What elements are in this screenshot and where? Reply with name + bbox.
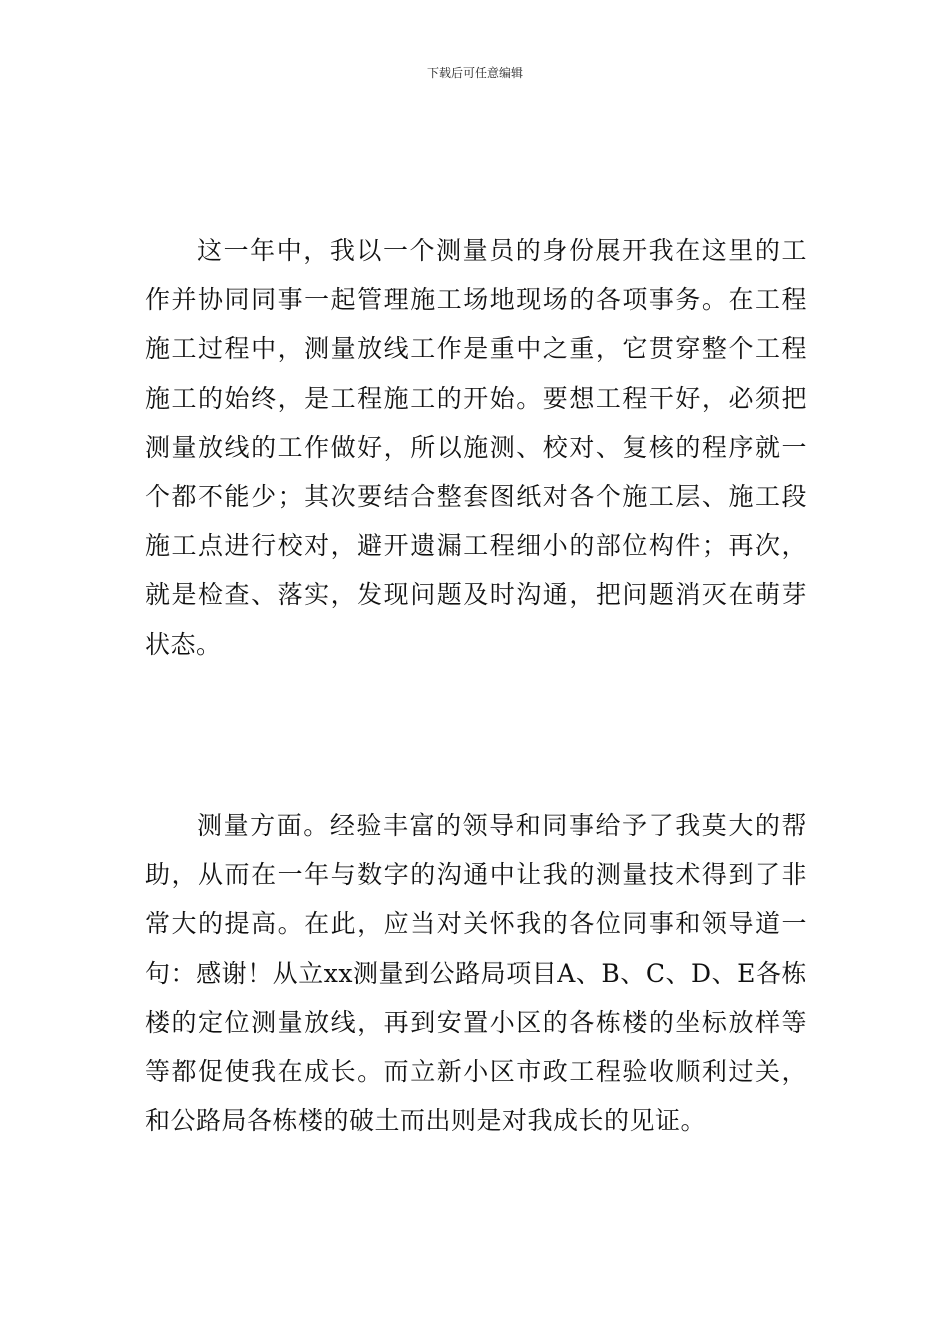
page-header: 下载后可任意编辑 xyxy=(426,66,523,80)
paragraph-work-summary: 这一年中，我以一个测量员的身份展开我在这里的工作并协同同事一起管理施工场地现场的各项事务。在工程施工过程中，测量放线工作是重中之重，它贯穿整个工程施工的始终，是工程施工的开始。要想工程干好，必须把测量放线的工作做好，所以施测、校对、复核的程序就一个都不能少；其次要结合整套图纸对各个施工层、施工段施工点进行校对，避开遗漏工程细小的部位构件；再次，就是检查、落实，发现问题及时沟通，把问题消灭在萌芽状态。 xyxy=(145,236,807,659)
paragraph-measurement: 测量方面。经验丰富的领导和同事给予了我莫大的帮助，从而在一年与数字的沟通中让我的测量技术得到了非常大的提高。在此，应当对关怀我的各位同事和领导道一句：感谢！从立xx测量到公路局项目A、B、C、D、E各栋楼的定位测量放线，再到安置小区的各栋楼的坐标放样等等都促使我在成长。而立新小区市政工程验收顺利过关，和公路局各栋楼的破土而出则是对我成长的见证。 xyxy=(145,811,807,1136)
